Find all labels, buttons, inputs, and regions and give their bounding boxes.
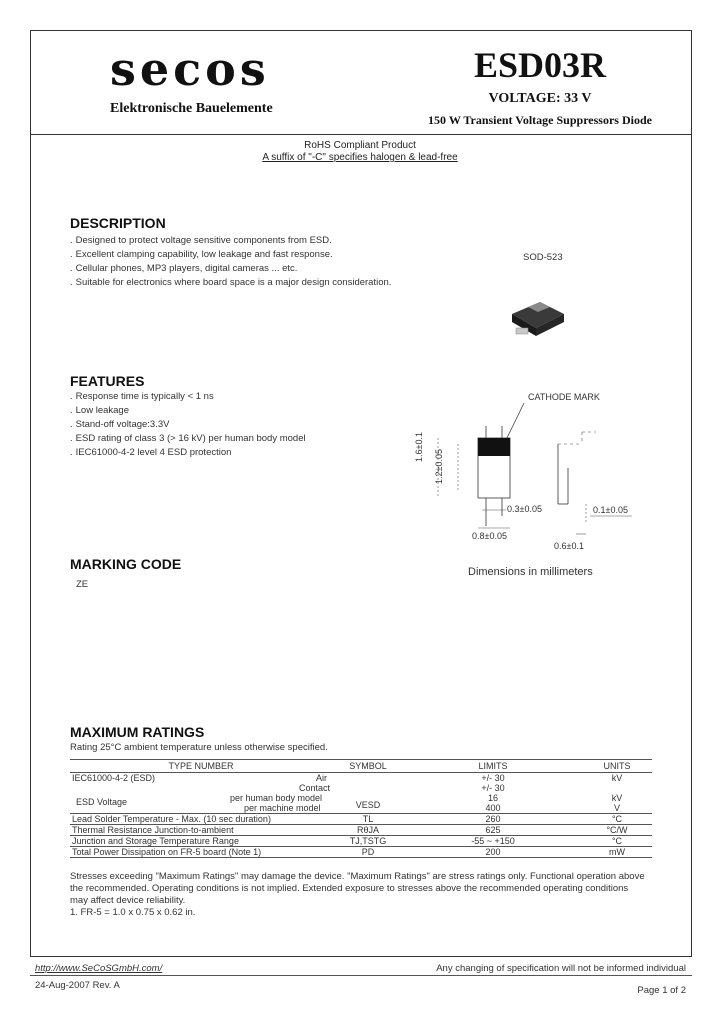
esd-label-cell [70,773,332,784]
company-logo: secos [110,42,270,96]
param-cell: Thermal Resistance Junction-to-ambient [70,825,332,836]
list-item: . Cellular phones, MP3 players, digital cameras ... etc. [70,262,391,276]
air-limit: +/- 30 [481,773,505,783]
air-unit: kV [611,773,623,783]
list-item: . Designed to protect voltage sensitive components from ESD. [70,234,391,248]
limit-cell: 260 [404,814,582,825]
symbol-cell: TL [332,814,404,825]
ratings-table [70,759,652,858]
contact-limit: +/- 30 [481,783,505,793]
notes-line: Stresses exceeding "Maximum Ratings" may damage the device. "Maximum Ratings" are stress ratings only. Functional operation above [70,871,645,882]
esd-symbol-text: VESD [355,800,381,810]
table-row [70,783,652,793]
marking-code-title: MARKING CODE [70,556,182,572]
notes-line: may affect device reliability. [70,895,186,906]
dim-total-height: 0.6±0.1 [554,541,584,551]
list-item: . Excellent clamping capability, low leakage and fast response. [70,248,391,262]
symbol-cell: TJ,TSTG [332,836,404,847]
dim-lead-span: 1.2±0.05 [434,449,444,484]
list-item: . ESD rating of class 3 (> 16 kV) per human body model [70,432,306,446]
ratings-notes [70,871,670,919]
footer-url-link[interactable]: http://www.SeCoSGmbH.com/ [35,963,163,974]
limit-cell: 200 [404,847,582,858]
hbm-limit: 16 [487,793,498,803]
col-type-number: TYPE NUMBER [70,760,332,773]
table-header-row [70,760,652,773]
dim-body-width: 0.8±0.05 [472,531,507,541]
rohs-line: RoHS Compliant Product [304,140,416,151]
iec-label: IEC61000-4-2 (ESD) [72,773,156,783]
param-cell: Total Power Dissipation on FR-5 board (Note 1) [70,847,332,858]
col-symbol: SYMBOL [332,760,404,773]
symbol-cell: PD [332,847,404,858]
table-row [70,836,652,847]
list-item: . Response time is typically < 1 ns [70,390,306,404]
cathode-mark-label: CATHODE MARK [528,392,600,402]
list-item: . Stand-off voltage:3.3V [70,418,306,432]
dim-lead-width: 0.3±0.05 [507,504,542,514]
table-row [70,773,652,784]
hbm-label: per human body model [230,793,323,803]
mm-label: per machine model [244,803,321,813]
mm-limit: 400 [404,803,582,814]
ratings-subtitle: Rating 25°C ambient temperature unless otherwise specified. [70,742,328,753]
table-row [70,814,652,825]
package-name: SOD-523 [523,252,563,263]
table-row [70,825,652,836]
features-list [70,390,306,460]
marking-code-value: ZE [76,579,89,590]
notes-line: the recommended. Operating conditions is not implied. Extended exposure to stresses above the recommended operating conditions [70,883,629,894]
description-list [70,234,391,290]
symbol-cell: RθJA [332,825,404,836]
param-cell: Junction and Storage Temperature Range [70,836,332,847]
company-subtitle: Elektronische Bauelemente [110,101,273,116]
dim-body-height: 1.6±0.1 [414,432,424,462]
unit-cell: °C [582,836,652,847]
part-number: ESD03R [473,45,607,85]
list-item: . Low leakage [70,404,306,418]
footer-date-rev: 24-Aug-2007 Rev. A [35,980,120,991]
dimensions-caption: Dimensions in millimeters [468,566,593,578]
features-title: FEATURES [70,373,145,389]
dimension-drawing [420,386,660,556]
halogen-free-note [0,152,720,163]
dim-lead-thickness: 0.1±0.05 [593,505,628,515]
contact-label: Contact [298,783,330,793]
param-cell: Lead Solder Temperature - Max. (10 sec duration) [70,814,332,825]
table-row [70,803,652,814]
note-1: 1. FR-5 = 1.0 x 0.75 x 0.62 in. [70,907,196,918]
limit-cell: 625 [404,825,582,836]
table-row [70,847,652,858]
ratings-title: MAXIMUM RATINGS [70,724,205,740]
product-title: 150 W Transient Voltage Suppressors Diode [428,113,652,127]
footer-divider [30,975,692,976]
halogen-free-text: A suffix of "-C" specifies halogen & lead-free [262,152,458,163]
air-label: Air [316,773,327,783]
unit-cell: °C [582,814,652,825]
unit-cell: mW [582,847,652,858]
hbm-unit: kV [611,793,623,803]
package-image [506,296,570,342]
mm-unit: V [582,803,652,814]
limit-cell: -55 ~ +150 [404,836,582,847]
description-title: DESCRIPTION [70,215,166,231]
header-divider [30,134,692,135]
list-item: . Suitable for electronics where board space is a major design consideration. [70,276,391,290]
footer-disclaimer: Any changing of specification will not be informed individual [436,963,686,974]
voltage-rating: VOLTAGE: 33 V [488,91,592,106]
unit-cell: °C/W [582,825,652,836]
list-item: . IEC61000-4-2 level 4 ESD protection [70,446,306,460]
esd-voltage-label: ESD Voltage [76,797,128,807]
esd-symbol [332,800,404,814]
footer-page-number: Page 1 of 2 [637,985,686,996]
col-units: UNITS [582,760,652,773]
col-limits: LIMITS [404,760,582,773]
